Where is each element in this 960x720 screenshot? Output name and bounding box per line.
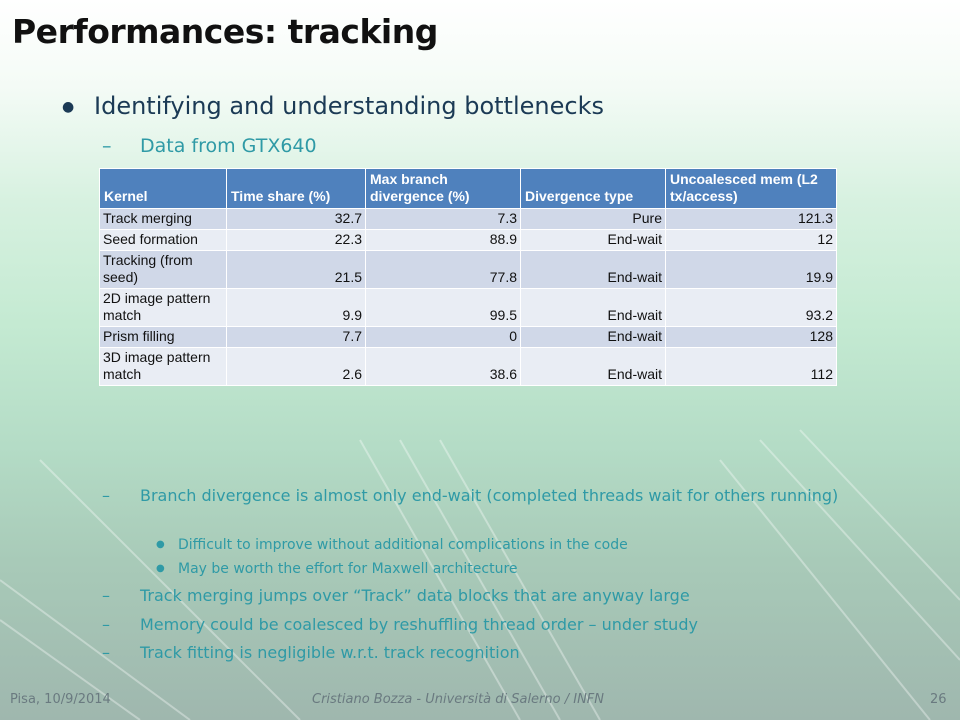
slide-title: Performances: tracking — [12, 12, 438, 51]
cell-kernel: Seed formation — [100, 230, 227, 251]
table-row — [100, 230, 837, 251]
note-text: Memory could be coalesced by reshuffling thread order – under study — [140, 615, 698, 634]
note-text: Track merging jumps over “Track” data blocks that are anyway large — [140, 586, 690, 605]
dash-icon: – — [102, 615, 110, 634]
sub-bullet-text: Data from GTX640 — [140, 135, 317, 157]
note-text: Track fitting is negligible w.r.t. track recognition — [140, 643, 520, 662]
note-text: Branch divergence is almost only end-wait (completed threads wait for others running) — [140, 486, 839, 505]
cell-divergence-type: End-wait — [521, 327, 666, 348]
cell-divergence-type: Pure — [521, 209, 666, 230]
cell-max-divergence: 99.5 — [366, 289, 521, 327]
cell-uncoalesced-mem: 121.3 — [666, 209, 837, 230]
header-uncoalesced-mem: Uncoalesced mem (L2 tx/access) — [666, 169, 837, 209]
header-divergence-type: Divergence type — [521, 169, 666, 209]
cell-uncoalesced-mem: 128 — [666, 327, 837, 348]
cell-uncoalesced-mem: 19.9 — [666, 251, 837, 289]
table-row — [100, 289, 837, 327]
cell-kernel: Tracking (from seed) — [100, 251, 227, 289]
cell-kernel: 2D image pattern match — [100, 289, 227, 327]
cell-max-divergence: 77.8 — [366, 251, 521, 289]
bullet-dot-icon: ● — [156, 539, 165, 550]
header-max-branch-divergence: Max branch divergence (%) — [366, 169, 521, 209]
cell-uncoalesced-mem: 112 — [666, 348, 837, 386]
bullet-dot-icon: ● — [62, 99, 75, 115]
footer-author: Cristiano Bozza - Università di Salerno / INFN — [312, 692, 604, 707]
table-row — [100, 209, 837, 230]
cell-divergence-type: End-wait — [521, 289, 666, 327]
cell-max-divergence: 7.3 — [366, 209, 521, 230]
table-row — [100, 348, 837, 386]
cell-uncoalesced-mem: 93.2 — [666, 289, 837, 327]
kernel-table — [99, 168, 837, 386]
note-subitem-text: Difficult to improve without additional complications in the code — [178, 537, 628, 553]
dash-icon: – — [102, 586, 110, 605]
cell-uncoalesced-mem: 12 — [666, 230, 837, 251]
cell-max-divergence: 38.6 — [366, 348, 521, 386]
note-subitem-text: May be worth the effort for Maxwell architecture — [178, 561, 518, 577]
table-row — [100, 327, 837, 348]
dash-icon: – — [102, 486, 110, 505]
table-row — [100, 251, 837, 289]
main-bullet-text: Identifying and understanding bottlenecks — [94, 92, 604, 120]
cell-time-share: 9.9 — [227, 289, 366, 327]
cell-divergence-type: End-wait — [521, 230, 666, 251]
cell-kernel: 3D image pattern match — [100, 348, 227, 386]
cell-kernel: Track merging — [100, 209, 227, 230]
cell-divergence-type: End-wait — [521, 251, 666, 289]
cell-max-divergence: 0 — [366, 327, 521, 348]
cell-time-share: 7.7 — [227, 327, 366, 348]
dash-icon: – — [102, 643, 110, 662]
cell-max-divergence: 88.9 — [366, 230, 521, 251]
table-header-row — [100, 169, 837, 209]
cell-time-share: 2.6 — [227, 348, 366, 386]
cell-time-share: 32.7 — [227, 209, 366, 230]
cell-time-share: 22.3 — [227, 230, 366, 251]
header-kernel: Kernel — [100, 169, 227, 209]
header-time-share: Time share (%) — [227, 169, 366, 209]
cell-time-share: 21.5 — [227, 251, 366, 289]
cell-divergence-type: End-wait — [521, 348, 666, 386]
dash-icon: – — [102, 135, 112, 157]
bullet-dot-icon: ● — [156, 563, 165, 574]
footer-date: Pisa, 10/9/2014 — [10, 692, 111, 707]
cell-kernel: Prism filling — [100, 327, 227, 348]
page-number: 26 — [930, 692, 947, 707]
